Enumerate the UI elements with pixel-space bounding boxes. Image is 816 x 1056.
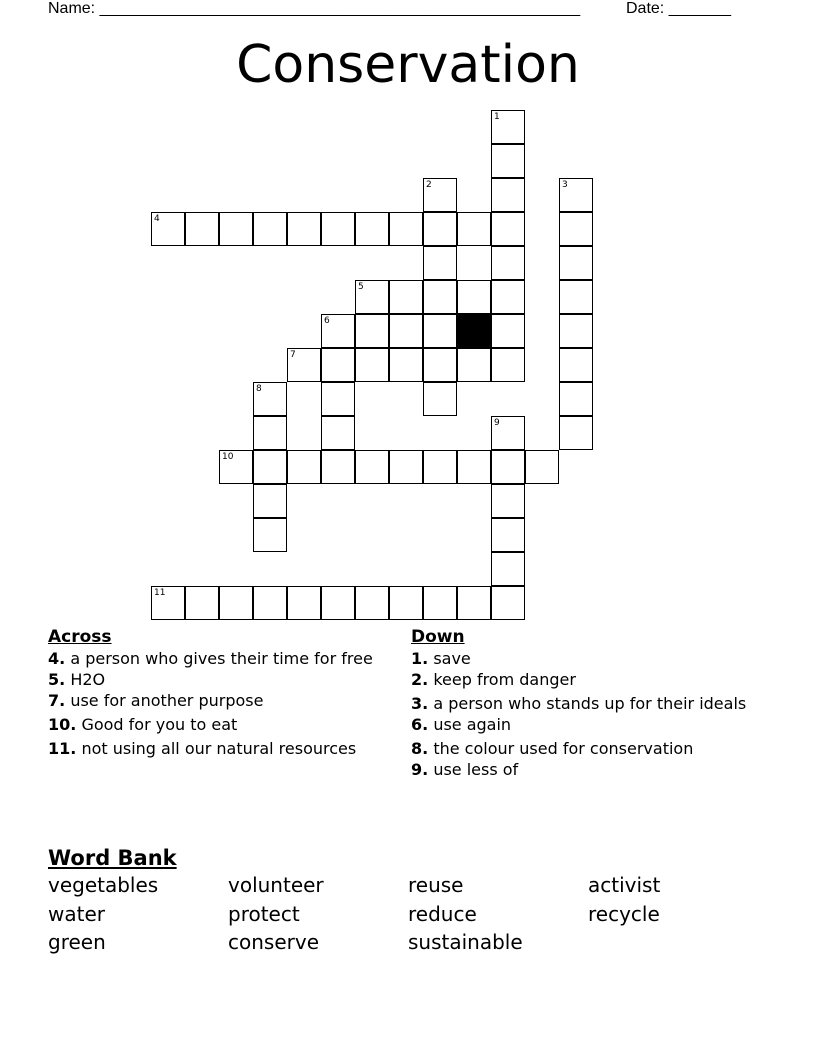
grid-cell[interactable]: [457, 450, 491, 484]
across-clue-11: 11. not using all our natural resources: [48, 739, 357, 758]
grid-cell[interactable]: [287, 586, 321, 620]
grid-cell[interactable]: [355, 212, 389, 246]
down-clues: [411, 628, 761, 781]
grid-cell[interactable]: [457, 586, 491, 620]
grid-cell[interactable]: [287, 450, 321, 484]
grid-cell[interactable]: [253, 484, 287, 518]
grid-cell[interactable]: [253, 416, 287, 450]
cell-number: 10: [222, 452, 234, 462]
word-bank-item: vegetables: [48, 873, 159, 897]
grid-cell[interactable]: [457, 348, 491, 382]
grid-cell[interactable]: [457, 212, 491, 246]
grid-cell[interactable]: [389, 586, 423, 620]
down-clue-1: 1. save: [411, 649, 471, 668]
down-clue-6: 6. use again: [411, 715, 512, 734]
grid-cell[interactable]: [321, 382, 355, 416]
cell-number: 3: [562, 180, 568, 190]
grid-cell[interactable]: [423, 246, 457, 280]
grid-cell[interactable]: [321, 314, 355, 348]
grid-cell[interactable]: [491, 552, 525, 586]
word-bank-item: reuse: [408, 873, 464, 897]
grid-cell[interactable]: [525, 450, 559, 484]
grid-cell[interactable]: [491, 518, 525, 552]
grid-cell[interactable]: [491, 110, 525, 144]
word-bank-item: protect: [228, 901, 300, 926]
grid-cell[interactable]: [321, 348, 355, 382]
grid-cell[interactable]: [287, 212, 321, 246]
grid-cell[interactable]: [423, 280, 457, 314]
grid-cell[interactable]: [389, 280, 423, 314]
grid-cell[interactable]: [355, 450, 389, 484]
down-clue-8: 8. the colour used for conservation: [411, 739, 694, 758]
grid-cell[interactable]: [559, 246, 593, 280]
grid-cell[interactable]: [355, 280, 389, 314]
word-bank: [48, 845, 768, 957]
across-clues: [48, 628, 378, 760]
grid-cell[interactable]: [423, 450, 457, 484]
grid-cell[interactable]: [185, 586, 219, 620]
grid-cell[interactable]: [491, 450, 525, 484]
grid-cell[interactable]: [559, 314, 593, 348]
down-clue-9: 9. use less of: [411, 760, 519, 779]
down-heading: Down: [411, 627, 465, 647]
grid-cell[interactable]: [321, 450, 355, 484]
grid-cell[interactable]: [423, 382, 457, 416]
word-bank-item: activist: [588, 873, 661, 897]
across-clue-5: 5. H2O: [48, 670, 106, 689]
grid-cell[interactable]: [389, 348, 423, 382]
grid-cell[interactable]: [151, 586, 185, 620]
grid-cell[interactable]: [559, 178, 593, 212]
word-bank-heading: Word Bank: [48, 846, 177, 870]
grid-cell[interactable]: [491, 280, 525, 314]
cell-number: 7: [290, 350, 296, 360]
word-bank-list: [48, 871, 768, 957]
grid-cell[interactable]: [423, 348, 457, 382]
grid-cell[interactable]: [253, 382, 287, 416]
grid-cell[interactable]: [253, 586, 287, 620]
grid-cell[interactable]: [559, 348, 593, 382]
grid-cell[interactable]: [423, 178, 457, 212]
grid-cell[interactable]: [219, 212, 253, 246]
grid-cell[interactable]: [491, 212, 525, 246]
grid-cell[interactable]: [321, 212, 355, 246]
cell-number: 11: [154, 588, 166, 598]
cell-number: 8: [256, 384, 262, 394]
grid-cell[interactable]: [491, 348, 525, 382]
grid-cell[interactable]: [491, 144, 525, 178]
cell-number: 4: [154, 214, 160, 224]
grid-cell[interactable]: [559, 416, 593, 450]
grid-cell[interactable]: [491, 178, 525, 212]
grid-cell[interactable]: [253, 450, 287, 484]
grid-cell[interactable]: [389, 314, 423, 348]
cell-number: 6: [324, 316, 330, 326]
word-bank-item: volunteer: [228, 873, 324, 897]
grid-cell[interactable]: [287, 348, 321, 382]
grid-cell[interactable]: [321, 586, 355, 620]
grid-cell[interactable]: [321, 416, 355, 450]
word-bank-item: recycle: [588, 901, 660, 926]
date-field-label: Date: _______: [626, 0, 731, 17]
grid-cell[interactable]: [491, 314, 525, 348]
grid-cell[interactable]: [491, 416, 525, 450]
grid-cell[interactable]: [457, 280, 491, 314]
grid-cell[interactable]: [559, 212, 593, 246]
grid-cell[interactable]: [559, 280, 593, 314]
grid-cell[interactable]: [355, 586, 389, 620]
word-bank-item: green: [48, 930, 106, 954]
grid-cell[interactable]: [355, 348, 389, 382]
grid-cell[interactable]: [491, 246, 525, 280]
cell-number: 9: [494, 418, 500, 428]
grid-cell[interactable]: [389, 450, 423, 484]
grid-cell[interactable]: [559, 382, 593, 416]
grid-cell[interactable]: [389, 212, 423, 246]
grid-cell[interactable]: [253, 518, 287, 552]
word-bank-item: water: [48, 901, 105, 926]
grid-cell[interactable]: [219, 586, 253, 620]
across-heading: Across: [48, 627, 112, 647]
cell-number: 5: [358, 282, 364, 292]
across-clue-7: 7. use for another purpose: [48, 691, 264, 710]
grid-cell[interactable]: [355, 314, 389, 348]
word-bank-item: sustainable: [408, 930, 523, 954]
page-title: Conservation: [236, 35, 580, 95]
down-clue-3: 3. a person who stands up for their ideals: [411, 694, 747, 713]
grid-cell[interactable]: [185, 212, 219, 246]
grid-cell[interactable]: [219, 450, 253, 484]
down-clue-2: 2. keep from danger: [411, 670, 576, 689]
grid-cell[interactable]: [423, 586, 457, 620]
grid-cell[interactable]: [423, 314, 457, 348]
grid-cell[interactable]: [151, 212, 185, 246]
name-field-label: Name: ______________________________________________________: [48, 0, 581, 17]
grid-cell[interactable]: [491, 586, 525, 620]
cell-number: 2: [426, 180, 432, 190]
across-clue-10: 10. Good for you to eat: [48, 715, 238, 734]
cell-number: 1: [494, 112, 500, 122]
black-cell: [457, 314, 491, 348]
grid-cell[interactable]: [423, 212, 457, 246]
word-bank-item: reduce: [408, 901, 477, 926]
grid-cell[interactable]: [253, 212, 287, 246]
across-clue-4: 4. a person who gives their time for free: [48, 649, 373, 668]
grid-cell[interactable]: [491, 484, 525, 518]
word-bank-item: conserve: [228, 930, 319, 954]
